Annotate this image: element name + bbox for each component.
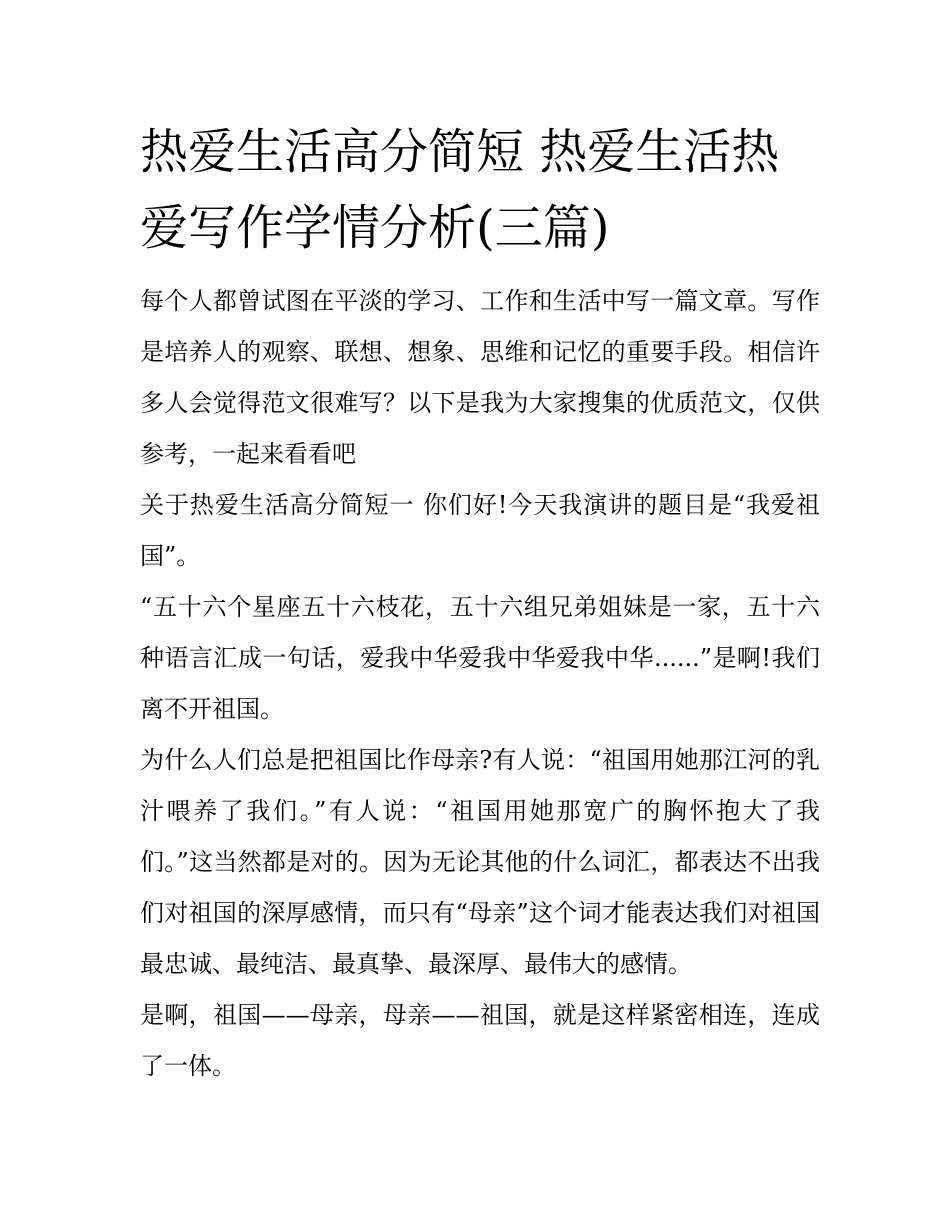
document-body <box>140 276 820 1092</box>
paragraph-speech-opening: 关于热爱生活高分简短一 你们好!今天我演讲的题目是“我爱祖国”。 <box>140 491 820 570</box>
document-title: 热爱生活高分简短 热爱生活热爱写作学情分析(三篇) <box>140 124 780 256</box>
paragraph-fifty-six-flowers: “五十六个星座五十六枝花，五十六组兄弟姐妹是一家，五十六种语言汇成一句话，爱我中华爱我中华爱我中华......”是啊!我们离不开祖国。 <box>140 593 820 723</box>
paragraph-intro: 每个人都曾试图在平淡的学习、工作和生活中写一篇文章。写作是培养人的观察、联想、想象、思维和记忆的重要手段。相信许多人会觉得范文很难写？以下是我为大家搜集的优质范文，仅供参考，一起来看看吧 <box>140 287 820 468</box>
paragraph-motherland-mother: 为什么人们总是把祖国比作母亲?有人说：“祖国用她那江河的乳汁喂养了我们。”有人说：“祖国用她那宽广的胸怀抱大了我们。”这当然都是对的。因为无论其他的什么词汇，都表达不出我们对祖国的深厚感情，而只有“母亲”这个词才能表达我们对祖国最忠诚、最纯洁、最真挚、最深厚、最伟大的感情。 <box>140 746 820 978</box>
paragraph-closely-linked: 是啊，祖国——母亲，母亲——祖国，就是这样紧密相连，连成了一体。 <box>140 1001 820 1080</box>
